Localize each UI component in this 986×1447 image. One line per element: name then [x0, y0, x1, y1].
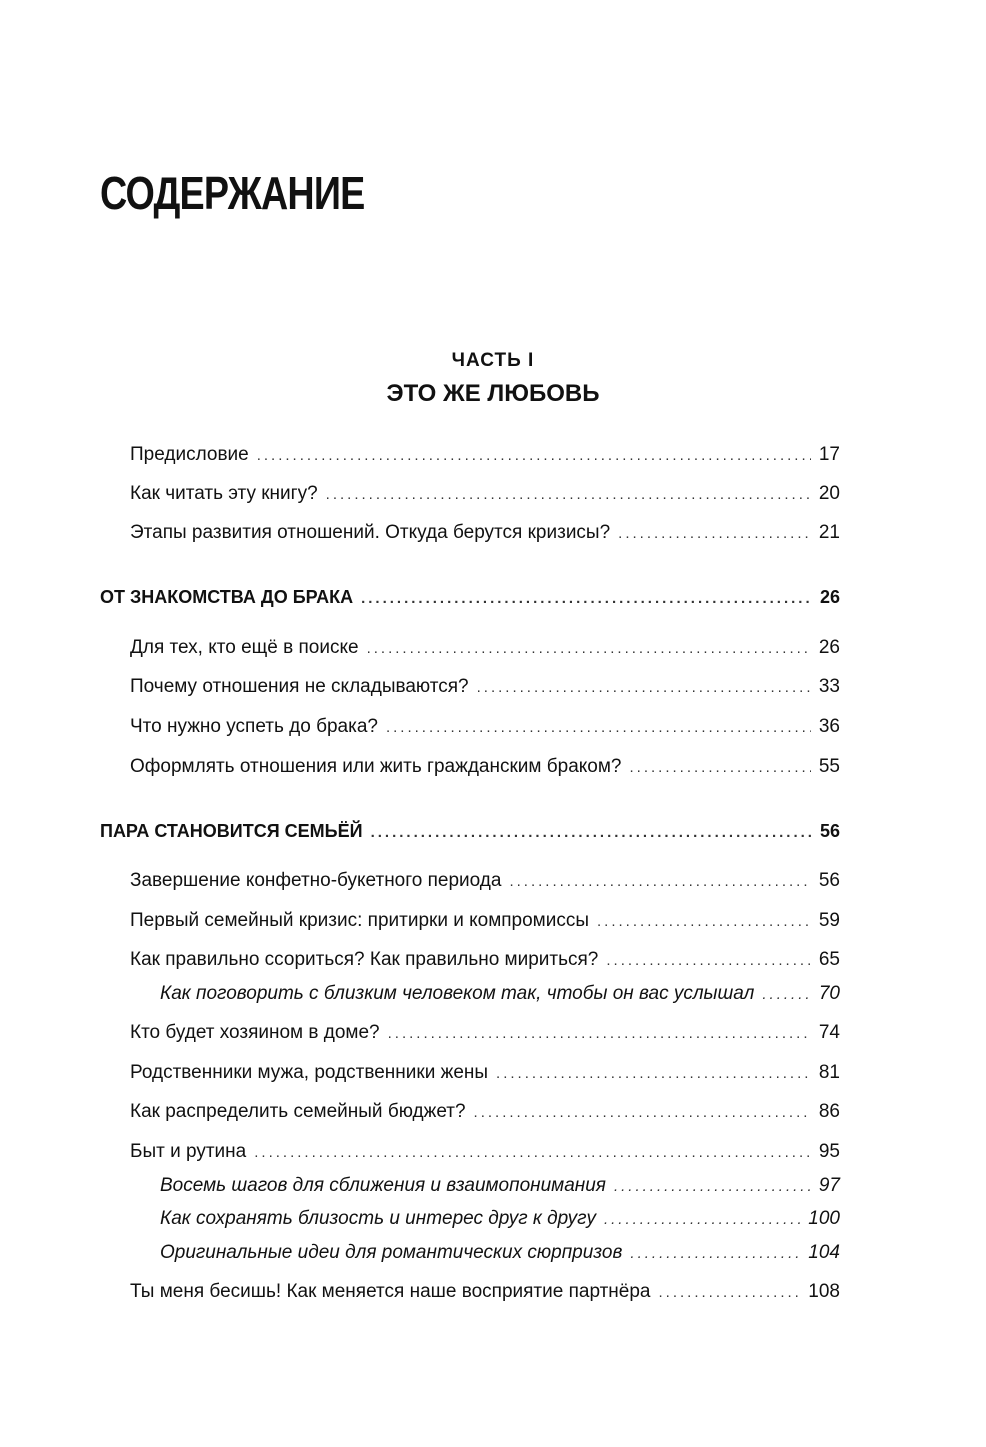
toc-entry-page: 86 — [818, 1101, 840, 1122]
toc-entry-page: 21 — [818, 522, 840, 543]
toc-entry-page: 81 — [818, 1062, 840, 1083]
toc-entry[interactable] — [130, 443, 840, 468]
toc-section-page: 26 — [819, 587, 840, 607]
toc-subentry-page: 100 — [808, 1208, 840, 1229]
toc-entry-title: Для тех, кто ещё в поиске — [130, 637, 359, 658]
toc-entry[interactable] — [130, 1280, 840, 1305]
toc-leader-dots — [614, 1175, 811, 1199]
toc-entry-title: Кто будет хозяином в доме? — [130, 1022, 380, 1043]
toc-section[interactable] — [100, 585, 840, 611]
toc-entry-page: 17 — [818, 444, 840, 465]
toc-subentry-page: 97 — [818, 1175, 840, 1196]
toc-entry[interactable] — [130, 715, 840, 740]
toc-subentry-title: Как поговорить с близким человеком так, чтобы он вас услышал — [160, 983, 755, 1004]
toc-entry[interactable] — [130, 1061, 840, 1086]
toc-entry-page: 20 — [818, 483, 840, 504]
toc-entry[interactable] — [130, 1021, 840, 1046]
toc-entry[interactable] — [130, 675, 840, 700]
toc-subentry[interactable] — [160, 1174, 840, 1199]
toc-leader-dots — [386, 716, 811, 740]
toc-subentry-title: Восемь шагов для сближения и взаимопонимания — [160, 1175, 606, 1196]
toc-leader-dots — [597, 910, 811, 934]
part-label: ЧАСТЬ I — [451, 350, 535, 371]
toc-leader-dots — [606, 949, 810, 973]
toc-leader-dots — [629, 756, 810, 780]
toc-entry-title: Как распределить семейный бюджет? — [130, 1101, 466, 1122]
toc-entry-title: Как читать эту книгу? — [130, 483, 318, 504]
toc-entry-page: 59 — [818, 910, 840, 931]
toc-leader-dots — [618, 522, 811, 546]
toc-entry-title: Родственники мужа, родственники жены — [130, 1062, 489, 1083]
toc-entry[interactable] — [130, 1140, 840, 1165]
toc-entry-title: Почему отношения не складываются? — [130, 676, 469, 697]
toc-entry-page: 95 — [818, 1141, 840, 1162]
toc-leader-dots — [257, 444, 811, 468]
toc-leader-dots — [630, 1242, 800, 1266]
toc-entry-page: 65 — [818, 949, 840, 970]
toc-leader-dots — [361, 587, 812, 611]
toc-leader-dots — [762, 983, 810, 1007]
page-title: СОДЕРЖАНИЕ — [100, 167, 365, 219]
toc-entry[interactable] — [130, 636, 840, 661]
toc-subentry-page: 70 — [818, 983, 840, 1004]
toc-leader-dots — [477, 676, 811, 700]
toc-entry-page: 108 — [808, 1281, 840, 1302]
toc-entry-title: Предисловие — [130, 444, 249, 465]
toc-subentry-title: Как сохранять близость и интерес друг к другу — [160, 1208, 596, 1229]
toc-entry[interactable] — [130, 909, 840, 934]
part-name: ЭТО ЖЕ ЛЮБОВЬ — [386, 380, 600, 407]
toc-entry-page: 26 — [818, 637, 840, 658]
toc-entry[interactable] — [130, 482, 840, 507]
toc-entry-page: 36 — [818, 716, 840, 737]
toc-leader-dots — [367, 637, 811, 661]
toc-section-title: ПАРА СТАНОВИТСЯ СЕМЬЁЙ — [100, 821, 363, 841]
toc-entry[interactable] — [130, 521, 840, 546]
toc-entry-title: Оформлять отношения или жить гражданским браком? — [130, 756, 622, 777]
toc-leader-dots — [604, 1208, 800, 1232]
toc-entry-page: 33 — [818, 676, 840, 697]
toc-entry-title: Как правильно ссориться? Как правильно мириться? — [130, 949, 599, 970]
toc-entry[interactable] — [130, 755, 840, 780]
toc-subentry[interactable] — [160, 982, 840, 1007]
toc-entry[interactable] — [130, 948, 840, 973]
toc-entry-title: Ты меня бесишь! Как меняется наше восприятие партнёра — [130, 1281, 651, 1302]
toc-entry[interactable] — [130, 1100, 840, 1125]
toc-entry-page: 74 — [818, 1022, 840, 1043]
toc-leader-dots — [509, 870, 810, 894]
toc-leader-dots — [474, 1101, 811, 1125]
toc-subentry-title: Оригинальные идеи для романтических сюрпризов — [160, 1242, 623, 1263]
toc-subentry[interactable] — [160, 1207, 840, 1232]
toc-entry-title: Завершение конфетно-букетного периода — [130, 870, 502, 891]
toc-leader-dots — [496, 1062, 811, 1086]
toc-leader-dots — [371, 821, 812, 845]
toc-entry-title: Что нужно успеть до брака? — [130, 716, 378, 737]
toc-subentry[interactable] — [160, 1241, 840, 1266]
toc-leader-dots — [659, 1281, 801, 1305]
toc-section-title: ОТ ЗНАКОМСТВА ДО БРАКА — [100, 587, 354, 607]
toc-subentry-page: 104 — [808, 1242, 840, 1263]
toc-entry-title: Этапы развития отношений. Откуда берутся кризисы? — [130, 522, 611, 543]
toc-entry-page: 55 — [818, 756, 840, 777]
toc-leader-dots — [326, 483, 811, 507]
toc-entry-title: Быт и рутина — [130, 1141, 247, 1162]
toc-section[interactable] — [100, 819, 840, 845]
toc-entry[interactable] — [130, 869, 840, 894]
toc-leader-dots — [388, 1022, 811, 1046]
toc-entry-page: 56 — [818, 870, 840, 891]
toc-leader-dots — [254, 1141, 811, 1165]
toc-entry-title: Первый семейный кризис: притирки и компромиссы — [130, 910, 590, 931]
toc-section-page: 56 — [819, 821, 840, 841]
